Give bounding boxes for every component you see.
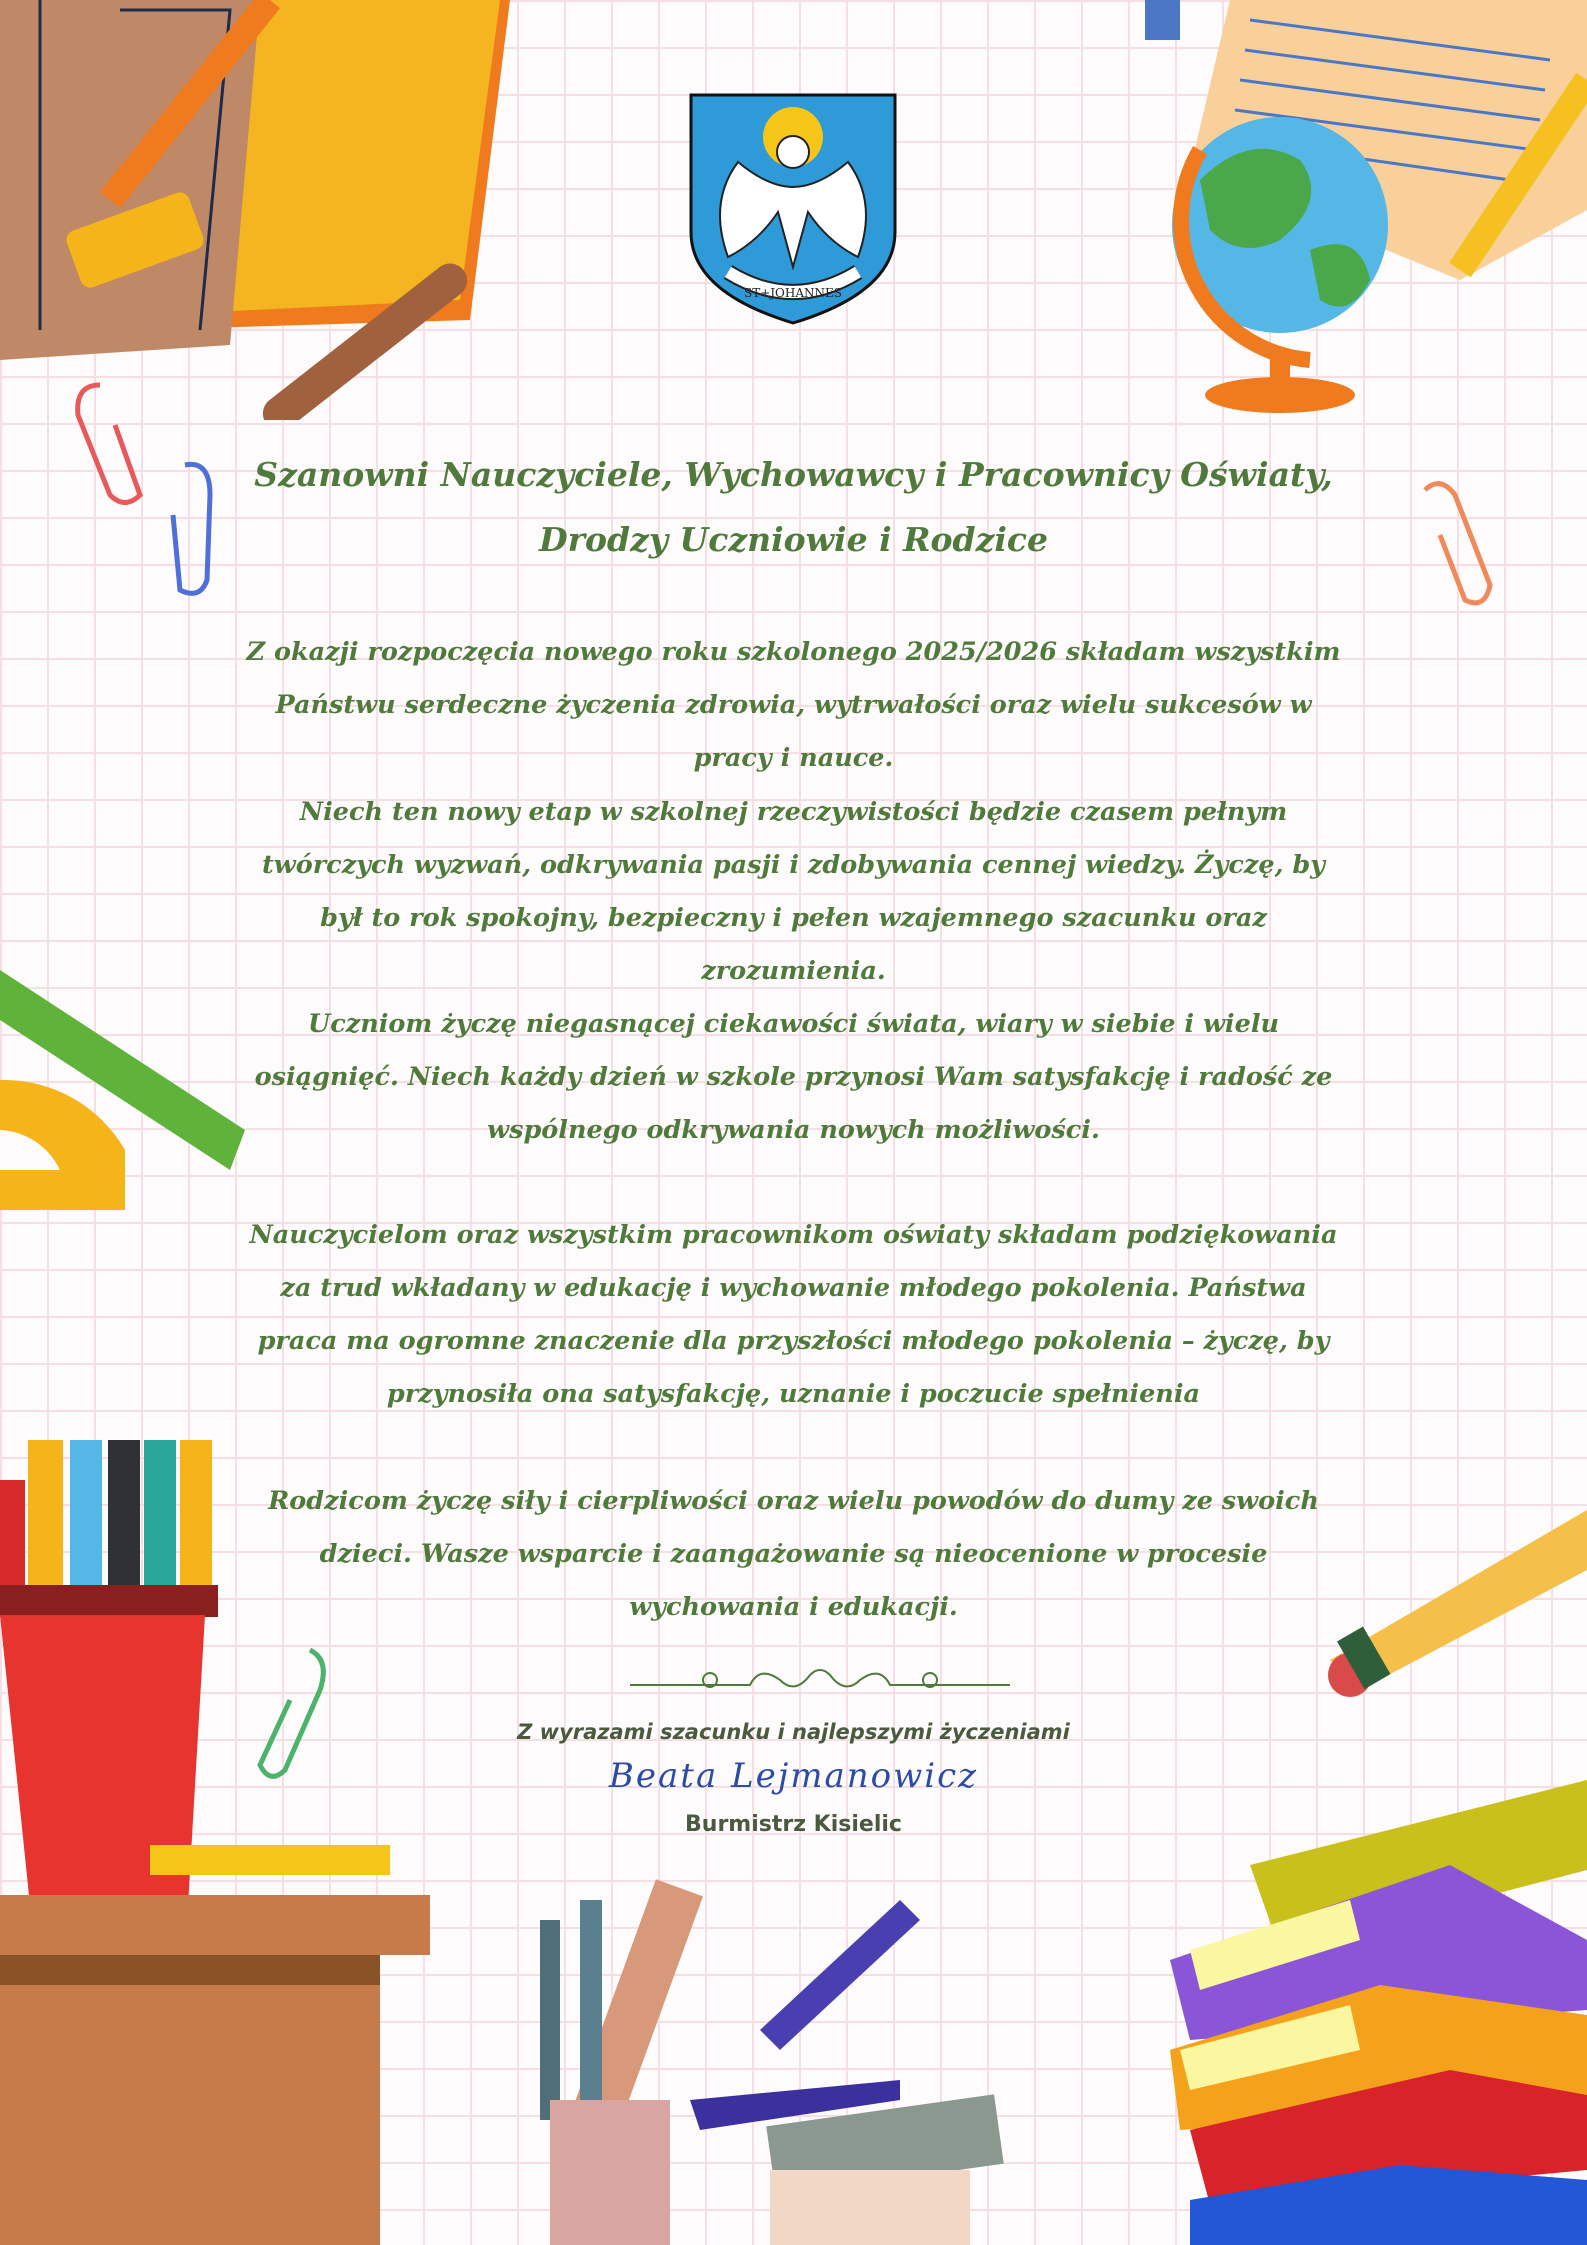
book-and-pencil-illustration	[0, 0, 520, 420]
greeting-line-1: Szanowni Nauczyciele, Wychowawcy i Pracownicy Oświaty,	[254, 455, 1333, 494]
ruler-and-protractor-illustration	[0, 950, 250, 1220]
paragraph-4: Nauczycielom oraz wszystkim pracownikom oświaty składam podziękowania za trud wkładany w edukację i wychowanie młodego pokolenia. Państwa praca ma ogromne znaczenie dla przyszłości młodego pokolenia – życzę, by przynosiła ona satysfakcję, uznanie i poczucie spełnienia	[249, 1220, 1338, 1409]
paragraph-5: Rodzicom życzę siły i cierpliwości oraz wielu powodów do dumy ze swoich dzieci. Wasze wsparcie i zaangażowanie są nieocenione w procesie wychowania i edukacji.	[268, 1486, 1319, 1622]
municipality-crest-icon	[688, 92, 898, 326]
signature: Beata Lejmanowicz	[608, 1756, 979, 1796]
closing-text: Z wyrazami szacunku i najlepszymi życzeniami	[517, 1720, 1070, 1744]
red-paperclip	[70, 375, 160, 515]
blue-paperclip	[155, 455, 225, 605]
ornamental-flourish	[630, 1660, 1010, 1710]
orange-paperclip	[1410, 475, 1500, 615]
pencil-illustration	[1310, 1490, 1587, 1700]
stack-of-books-illustration	[1150, 1750, 1587, 2245]
paragraph-1: Z okazji rozpoczęcia nowego roku szkolonego 2025/2026 składam wszystkim Państwu serdeczne życzenia zdrowia, wytrwałości oraz wielu sukcesów w pracy i nauce.	[246, 637, 1341, 773]
greeting-line-2: Drodzy Uczniowie i Rodzice	[539, 520, 1048, 559]
brushes-and-books-illustration	[520, 1860, 1080, 2245]
globe-and-paper-illustration	[1130, 0, 1587, 440]
paragraph-2: Niech ten nowy etap w szkolnej rzeczywistości będzie czasem pełnym twórczych wyzwań, odkrywania pasji i zdobywania cennej wiedzy. Życzę, by był to rok spokojny, bezpieczny i pełen wzajemnego szacunku oraz zrozumienia.	[262, 797, 1325, 986]
paragraph-3: Uczniom życzę niegasnącej ciekawości świata, wiary w siebie i wielu osiągnięć. Niech każdy dzień w szkole przynosi Wam satysfakcję i radość ze wspólnego odkrywania nowych możliwości.	[254, 1009, 1333, 1145]
crest-motto: ST+JOHANNES	[743, 286, 843, 300]
signatory-title: Burmistrz Kisielic	[685, 1812, 902, 1837]
